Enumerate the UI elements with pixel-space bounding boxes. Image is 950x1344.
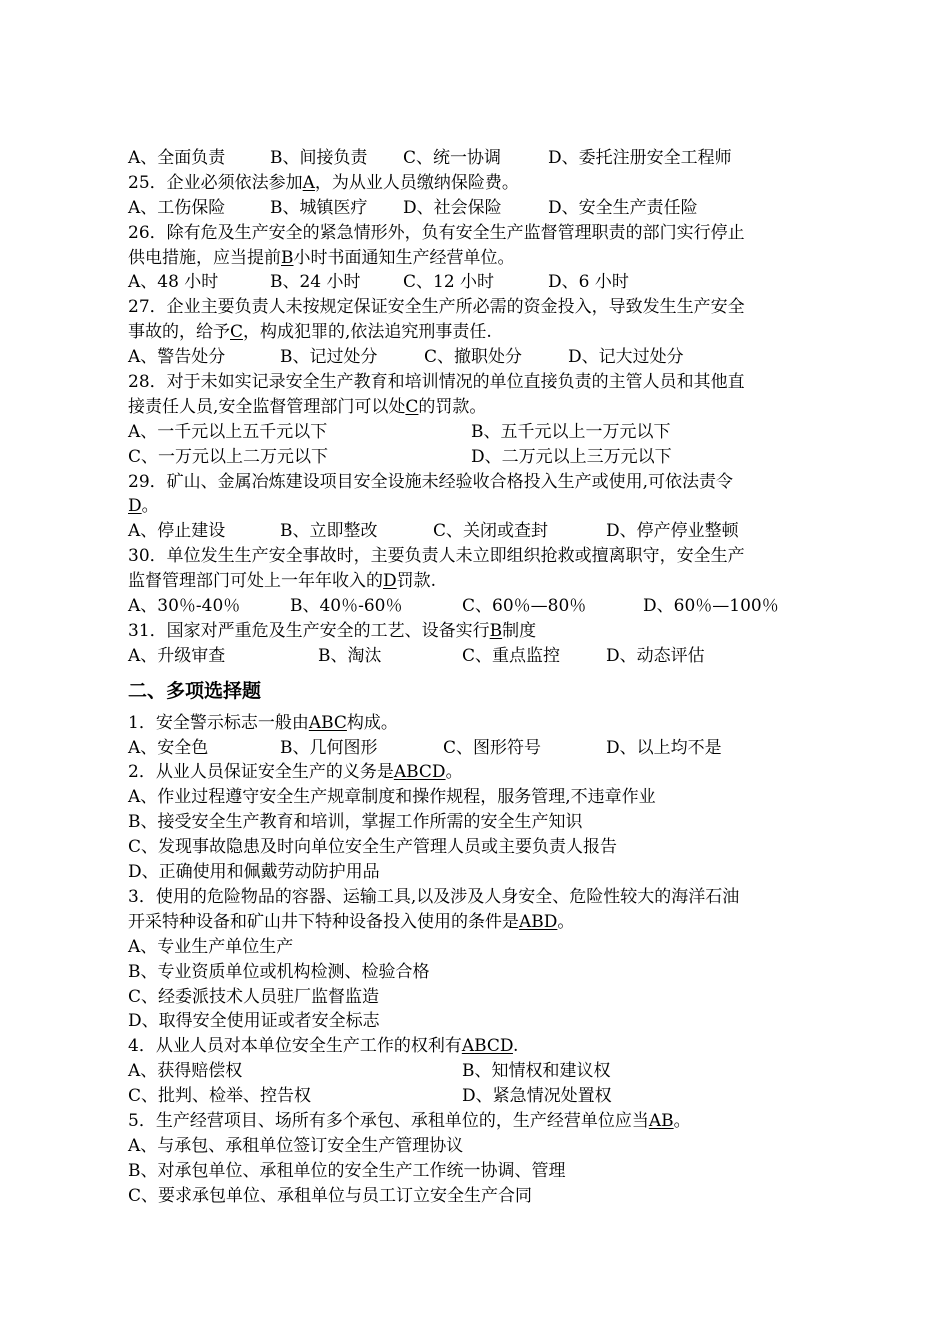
question-29-cont: D。	[128, 496, 159, 517]
answer: C	[230, 322, 244, 343]
multi-question-3: 3．使用的危险物品的容器、运输工具,以及涉及人身安全、危险性较大的海洋石油	[128, 886, 740, 907]
option: D、紧急情况处置权	[462, 1086, 612, 1107]
option: B、城镇医疗	[270, 197, 368, 218]
option: A、作业过程遵守安全生产规章制度和操作规程，服务管理,不违章作业	[128, 787, 656, 808]
section-title: 二、多项选择题	[128, 679, 262, 702]
question-26: 26．除有危及生产安全的紧急情形外，负有安全生产监督管理职责的部门实行停止	[128, 222, 745, 243]
q30-options	[128, 594, 828, 619]
option: A、48 小时	[128, 272, 219, 293]
answer: D	[383, 571, 397, 592]
option: C、一万元以上二万元以下	[128, 446, 329, 467]
q29-options	[128, 519, 828, 544]
option: B、淘汰	[318, 645, 382, 666]
answer: ABD	[519, 911, 558, 932]
option: D、以上均不是	[606, 737, 722, 758]
option: C、图形符号	[443, 737, 542, 758]
option: D、委托注册安全工程师	[548, 148, 732, 168]
multi-question-3-cont: 开采特种设备和矿山井下特种设备投入使用的条件是ABD。	[128, 911, 575, 932]
option: A、升级审查	[128, 645, 226, 666]
option: A、工伤保险	[128, 197, 226, 218]
question-27: 27．企业主要负责人未按规定保证安全生产所必需的资金投入，导致发生生产安全	[128, 297, 745, 318]
option: C、撤职处分	[424, 347, 523, 368]
multi-question-1: 1．安全警示标志一般由ABC构成。	[128, 712, 398, 733]
answer: B	[489, 620, 503, 641]
option: C、要求承包单位、承租单位与员工订立安全生产合同	[128, 1185, 533, 1206]
answer: A	[302, 172, 315, 193]
q28-options-row2	[128, 445, 828, 470]
option: D、安全生产责任险	[548, 197, 698, 218]
question-26-cont: 供电措施，应当提前B小时书面通知生产经营单位。	[128, 247, 515, 268]
answer: C	[405, 396, 419, 417]
option: D、6 小时	[548, 272, 629, 293]
option: A、与承包、承租单位签订安全生产管理协议	[128, 1135, 464, 1156]
option: B、接受安全生产教育和培训，掌握工作所需的安全生产知识	[128, 812, 583, 833]
option: A、获得赔偿权	[128, 1061, 243, 1082]
multi-question-4: 4．从业人员对本单位安全生产工作的权利有ABCD.	[128, 1036, 519, 1057]
option: D、60％—100％	[643, 596, 779, 617]
question-content	[128, 146, 828, 1209]
option: B、间接负责	[270, 148, 368, 168]
option: C、12 小时	[403, 272, 495, 293]
answer: ABCD	[461, 1036, 513, 1057]
option: A、全面负责	[128, 148, 226, 168]
option: C、关闭或查封	[433, 521, 549, 542]
option: A、30％-40％	[128, 596, 241, 617]
option: B、五千元以上一万元以下	[471, 421, 671, 442]
question-27-cont: 事故的，给予C，构成犯罪的,依法追究刑事责任.	[128, 322, 492, 343]
option: D、取得安全使用证或者安全标志	[128, 1011, 380, 1032]
q31-options	[128, 644, 828, 669]
option: B、记过处分	[280, 347, 378, 368]
option: D、二万元以上三万元以下	[471, 446, 672, 467]
q25-options	[128, 196, 828, 221]
multi-question-2: 2．从业人员保证安全生产的义务是ABCD。	[128, 762, 463, 783]
option: A、一千元以上五千元以下	[128, 421, 328, 442]
question-31: 31．国家对严重危及生产安全的工艺、设备实行B制度	[128, 620, 537, 641]
answer: D	[128, 496, 142, 517]
option: D、社会保险	[403, 197, 502, 218]
option: C、统一协调	[403, 148, 502, 168]
m4-options-row1	[128, 1059, 828, 1084]
option: A、专业生产单位生产	[128, 936, 294, 957]
option: A、安全色	[128, 737, 209, 758]
q24-options	[128, 146, 828, 171]
option: C、发现事故隐患及时向单位安全生产管理人员或主要负责人报告	[128, 837, 618, 858]
option: C、经委派技术人员驻厂监督监造	[128, 986, 380, 1007]
question-28: 28．对于未如实记录安全生产教育和培训情况的单位直接负责的主管人员和其他直	[128, 372, 745, 393]
answer: ABCD	[393, 762, 446, 783]
answer: AB	[648, 1110, 674, 1131]
option: D、停产停业整顿	[606, 521, 739, 542]
option: B、立即整改	[280, 521, 378, 542]
option: B、几何图形	[280, 737, 378, 758]
option: B、24 小时	[270, 272, 361, 293]
option: A、停止建设	[128, 521, 226, 542]
q26-options	[128, 270, 828, 295]
q28-options-row1	[128, 420, 828, 445]
option: D、动态评估	[606, 645, 705, 666]
question-30-cont: 监督管理部门可处上一年年收入的D罚款.	[128, 571, 437, 592]
option: C、60％—80％	[462, 596, 587, 617]
question-29: 29．矿山、金属冶炼建设项目安全设施未经验收合格投入生产或使用,可依法责令	[128, 471, 734, 492]
option: A、警告处分	[128, 347, 226, 368]
multi-question-5: 5．生产经营项目、场所有多个承包、承租单位的，生产经营单位应当AB。	[128, 1110, 691, 1131]
answer: ABC	[308, 712, 347, 733]
question-30: 30．单位发生生产安全事故时，主要负责人未立即组织抢救或擅离职守，安全生产	[128, 546, 745, 567]
option: B、对承包单位、承租单位的安全生产工作统一协调、管理	[128, 1160, 566, 1181]
option: C、重点监控	[462, 645, 561, 666]
m1-options	[128, 736, 828, 761]
option: C、批判、检举、控告权	[128, 1086, 312, 1107]
option: D、正确使用和佩戴劳动防护用品	[128, 862, 380, 883]
question-25: 25．企业必须依法参加A，为从业人员缴纳保险费。	[128, 172, 519, 193]
option: D、记大过处分	[568, 347, 684, 368]
option: B、知情权和建议权	[462, 1061, 611, 1082]
option: B、40％-60％	[290, 596, 403, 617]
answer: B	[281, 247, 294, 268]
question-28-cont: 接责任人员,安全监督管理部门可以处C的罚款。	[128, 396, 487, 417]
q27-options	[128, 345, 828, 370]
option: B、专业资质单位或机构检测、检验合格	[128, 961, 430, 982]
m4-options-row2	[128, 1084, 828, 1109]
